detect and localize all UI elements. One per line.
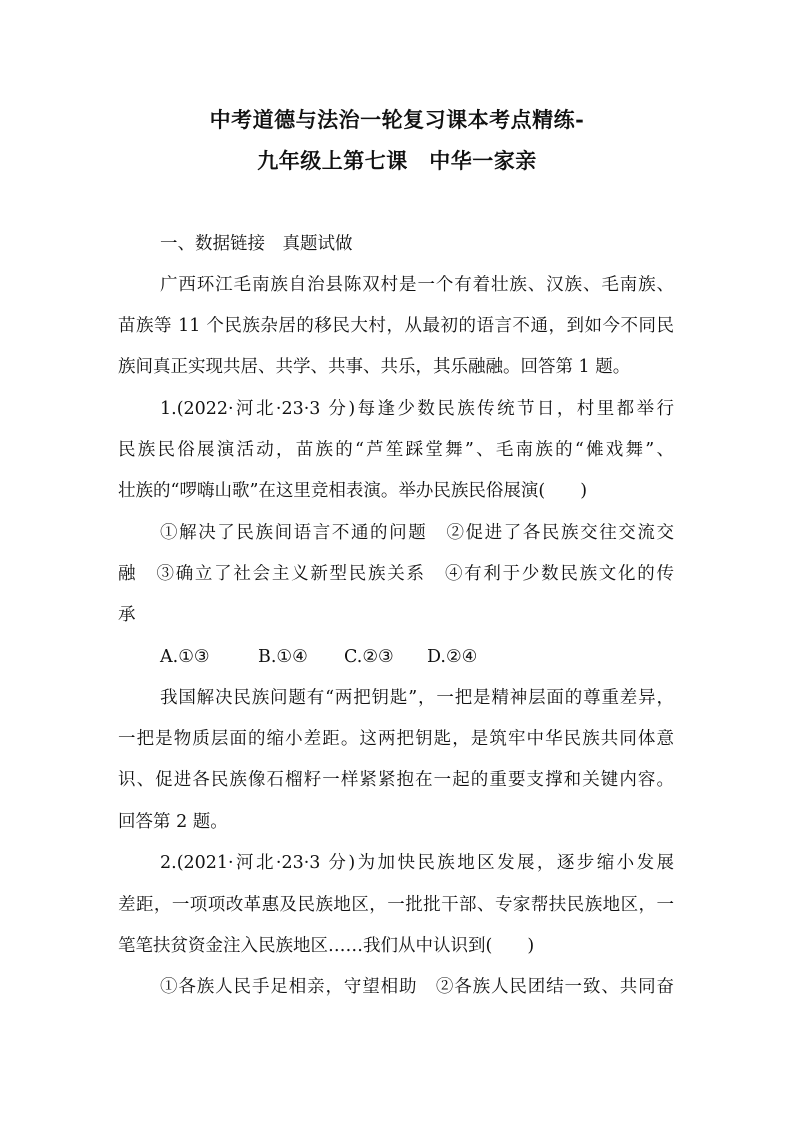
- question2-statement-line1: ①各族人民手足相亲，守望相助 ②各族人民团结一致、共同奋: [160, 977, 674, 997]
- passage2-line2: 一把是物质层面的缩小差距。这两把钥匙，是筑牢中华民族共同体意: [118, 729, 674, 749]
- passage1-line1: 广西环江毛南族自治县陈双村是一个有着壮族、汉族、毛南族、: [160, 275, 674, 295]
- passage2-line1: 我国解决民族问题有“两把钥匙”，一把是精神层面的尊重差异，: [160, 688, 674, 708]
- question1-statement-line1: ①解决了民族间语言不通的问题 ②促进了各民族交往交流交: [160, 523, 674, 543]
- question2-line2: 差距，一项项改革惠及民族地区，一批批干部、专家帮扶民族地区，一: [118, 895, 674, 915]
- question1-statement-line2: 融 ③确立了社会主义新型民族关系 ④有利于少数民族文化的传: [118, 564, 674, 584]
- section-heading: 一、数据链接 真题试做: [160, 234, 353, 254]
- question2-line3: 笔笔扶贫资金注入民族地区……我们从中认识到( ): [118, 936, 535, 956]
- passage1-line3: 族间真正实现共居、共学、共事、共乐，其乐融融。回答第 1 题。: [118, 357, 631, 377]
- passage1-line2: 苗族等 11 个民族杂居的移民大村，从最初的语言不通，到如今不同民: [118, 316, 674, 336]
- question1-option-a: A.①③: [160, 647, 210, 667]
- document-title-line1: 中考道德与法治一轮复习课本考点精练-: [209, 107, 585, 132]
- question1-line3: 壮族的“啰嗨山歌”在这里竞相表演。举办民族民俗展演( ): [118, 481, 588, 501]
- question1-statement-line3: 承: [118, 605, 136, 625]
- question1-line2: 民族民俗展演活动，苗族的“芦笙踩堂舞”、毛南族的“傩戏舞”、: [118, 440, 674, 460]
- question1-option-c: C.②③: [344, 647, 394, 667]
- document-title-line2: 九年级上第七课 中华一家亲: [257, 148, 537, 173]
- passage2-line4: 回答第 2 题。: [118, 812, 228, 832]
- question1-option-b: B.①④: [258, 647, 308, 667]
- passage2-line3: 识、促进各民族像石榴籽一样紧紧抱在一起的重要支撑和关键内容。: [118, 770, 674, 790]
- question1-line1: 1.(2022·河北·23·3 分)每逢少数民族传统节日，村里都举行: [160, 399, 674, 419]
- question1-option-d: D.②④: [427, 647, 478, 667]
- question2-line1: 2.(2021·河北·23·3 分)为加快民族地区发展，逐步缩小发展: [160, 853, 674, 873]
